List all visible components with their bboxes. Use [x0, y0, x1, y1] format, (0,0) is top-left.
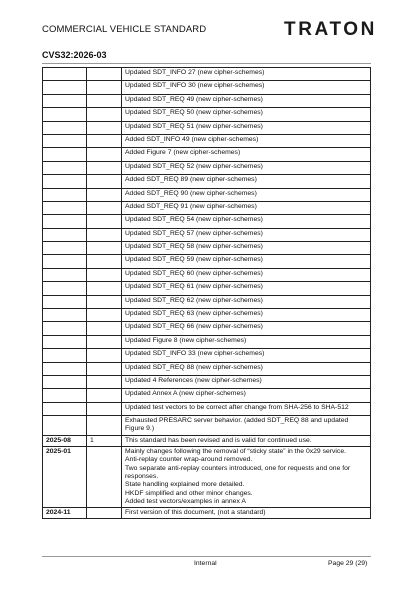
table-row	[43, 389, 371, 402]
version-cell	[87, 447, 122, 508]
change-cell: Added SDT_REQ 89 (new cipher-schemes)	[122, 175, 371, 188]
change-cell	[122, 435, 371, 446]
change-cell: Updated SDT_REQ 50 (new cipher-schemes)	[122, 108, 371, 121]
date-cell	[43, 134, 87, 147]
date-cell: 2024-11	[43, 508, 87, 519]
table-row	[43, 402, 371, 415]
change-cell: Updated SDT_REQ 63 (new cipher-schemes)	[122, 309, 371, 322]
date-cell	[43, 201, 87, 214]
table-row	[43, 201, 371, 214]
version-cell	[87, 148, 122, 161]
date-cell	[43, 215, 87, 228]
date-cell	[43, 309, 87, 322]
date-cell	[43, 228, 87, 241]
version-cell	[87, 242, 122, 255]
table-row	[43, 416, 371, 436]
date-cell	[43, 68, 87, 81]
change-cell: Updated Annex A (new cipher-schemes)	[122, 389, 371, 402]
change-cell: Added SDT_INFO 49 (new cipher-schemes)	[122, 134, 371, 147]
table-row	[43, 215, 371, 228]
change-cell: Updated SDT_INFO 33 (new cipher-schemes)	[122, 349, 371, 362]
date-cell	[43, 268, 87, 281]
date-cell	[43, 362, 87, 375]
version-cell	[87, 201, 122, 214]
change-cell: Added Figure 7 (new cipher-schemes)	[122, 148, 371, 161]
change-cell: Updated test vectors to be correct after change from SHA-256 to SHA-512	[122, 402, 371, 415]
version-cell	[87, 282, 122, 295]
change-cell: Updated Figure 8 (new cipher-schemes)	[122, 335, 371, 348]
version-cell	[87, 161, 122, 174]
table-row	[43, 94, 371, 107]
change-cell: Updated SDT_INFO 27 (new cipher-schemes)	[122, 68, 371, 81]
date-cell	[43, 161, 87, 174]
table-row	[43, 228, 371, 241]
table-row	[43, 161, 371, 174]
date-cell	[43, 81, 87, 94]
change-cell: Updated SDT_REQ 58 (new cipher-schemes)	[122, 242, 371, 255]
table-row	[43, 268, 371, 281]
date-cell	[43, 242, 87, 255]
table-row	[43, 295, 371, 308]
table-row	[43, 447, 371, 508]
change-cell	[122, 508, 371, 519]
revision-history-body	[43, 68, 371, 519]
version-cell	[87, 268, 122, 281]
version-cell	[87, 508, 122, 519]
change-line: Mainly changes following the removal of “sticky state” in the 0x29 service.	[125, 448, 346, 456]
footer-divider	[42, 556, 371, 557]
change-cell: Updated SDT_REQ 49 (new cipher-schemes)	[122, 94, 371, 107]
page-number: Page 29 (29)	[328, 560, 368, 567]
table-row	[43, 121, 371, 134]
version-cell	[87, 215, 122, 228]
version-cell	[87, 68, 122, 81]
change-cell: Updated SDT_REQ 66 (new cipher-schemes)	[122, 322, 371, 335]
version-cell	[87, 322, 122, 335]
version-cell	[87, 255, 122, 268]
version-cell	[87, 335, 122, 348]
date-cell	[43, 282, 87, 295]
table-row	[43, 148, 371, 161]
version-cell	[87, 134, 122, 147]
version-cell: 1	[87, 435, 122, 446]
change-line: HKDF simplified and other minor changes.	[125, 489, 253, 497]
table-row	[43, 81, 371, 94]
date-cell	[43, 121, 87, 134]
version-cell	[87, 295, 122, 308]
table-row	[43, 322, 371, 335]
traton-logo: TRATON	[284, 19, 378, 40]
date-cell	[43, 389, 87, 402]
version-cell	[87, 362, 122, 375]
date-cell	[43, 375, 87, 388]
date-cell	[43, 322, 87, 335]
change-line: Added test vectors/examples in annex A	[125, 497, 246, 505]
table-row	[43, 508, 371, 519]
change-cell: Added SDT_REQ 91 (new cipher-schemes)	[122, 201, 371, 214]
date-cell	[43, 335, 87, 348]
table-row	[43, 134, 371, 147]
table-row	[43, 362, 371, 375]
version-cell	[87, 188, 122, 201]
version-cell	[87, 175, 122, 188]
version-cell	[87, 402, 122, 415]
revision-history-table	[42, 67, 371, 519]
table-row	[43, 309, 371, 322]
table-row	[43, 375, 371, 388]
table-row	[43, 68, 371, 81]
document-id: CVS32:2026-03	[42, 50, 107, 60]
version-cell	[87, 309, 122, 322]
change-cell: Updated SDT_REQ 88 (new cipher-schemes)	[122, 362, 371, 375]
table-row	[43, 108, 371, 121]
change-line: Anti-replay counter wrap-around removed.	[125, 456, 253, 464]
version-cell	[87, 121, 122, 134]
table-row	[43, 282, 371, 295]
change-line: Two separate anti-replay counters introduced, one for requests and one for responses.	[125, 464, 351, 480]
table-row	[43, 349, 371, 362]
version-cell	[87, 81, 122, 94]
date-cell: 2025-08	[43, 435, 87, 446]
change-cell: Updated SDT_REQ 54 (new cipher-schemes)	[122, 215, 371, 228]
version-cell	[87, 416, 122, 436]
change-cell: Exhausted PRESARC server behavior. (added SDT_REQ 88 and updated Figure 9.)	[122, 416, 371, 436]
change-cell: Updated SDT_REQ 52 (new cipher-schemes)	[122, 161, 371, 174]
header-divider	[42, 63, 371, 64]
change-cell: Added SDT_REQ 90 (new cipher-schemes)	[122, 188, 371, 201]
date-cell	[43, 188, 87, 201]
change-cell: Updated SDT_REQ 62 (new cipher-schemes)	[122, 295, 371, 308]
change-cell	[122, 447, 371, 508]
table-row	[43, 255, 371, 268]
date-cell	[43, 148, 87, 161]
change-cell: Updated SDT_REQ 60 (new cipher-schemes)	[122, 268, 371, 281]
change-line: First version of this document, (not a standard)	[125, 509, 266, 517]
classification-label: Internal	[194, 560, 217, 567]
version-cell	[87, 108, 122, 121]
date-cell	[43, 295, 87, 308]
change-line: This standard has been revised and is valid for continued use.	[125, 436, 312, 444]
date-cell	[43, 175, 87, 188]
date-cell	[43, 108, 87, 121]
date-cell	[43, 94, 87, 107]
change-cell: Updated SDT_REQ 57 (new cipher-schemes)	[122, 228, 371, 241]
date-cell	[43, 349, 87, 362]
version-cell	[87, 389, 122, 402]
standard-label: COMMERCIAL VEHICLE STANDARD	[42, 24, 207, 35]
version-cell	[87, 94, 122, 107]
change-line: State handling explained more detailed.	[125, 481, 245, 489]
version-cell	[87, 375, 122, 388]
table-row	[43, 175, 371, 188]
date-cell: 2025-01	[43, 447, 87, 508]
date-cell	[43, 402, 87, 415]
change-cell: Updated SDT_REQ 61 (new cipher-schemes)	[122, 282, 371, 295]
table-row	[43, 435, 371, 446]
change-cell: Updated SDT_REQ 51 (new cipher-schemes)	[122, 121, 371, 134]
table-row	[43, 242, 371, 255]
date-cell	[43, 255, 87, 268]
version-cell	[87, 349, 122, 362]
change-cell: Updated 4 References (new cipher-schemes)	[122, 375, 371, 388]
table-row	[43, 335, 371, 348]
version-cell	[87, 228, 122, 241]
change-cell: Updated SDT_INFO 30 (new cipher-schemes)	[122, 81, 371, 94]
change-cell: Updated SDT_REQ 59 (new cipher-schemes)	[122, 255, 371, 268]
date-cell	[43, 416, 87, 436]
table-row	[43, 188, 371, 201]
